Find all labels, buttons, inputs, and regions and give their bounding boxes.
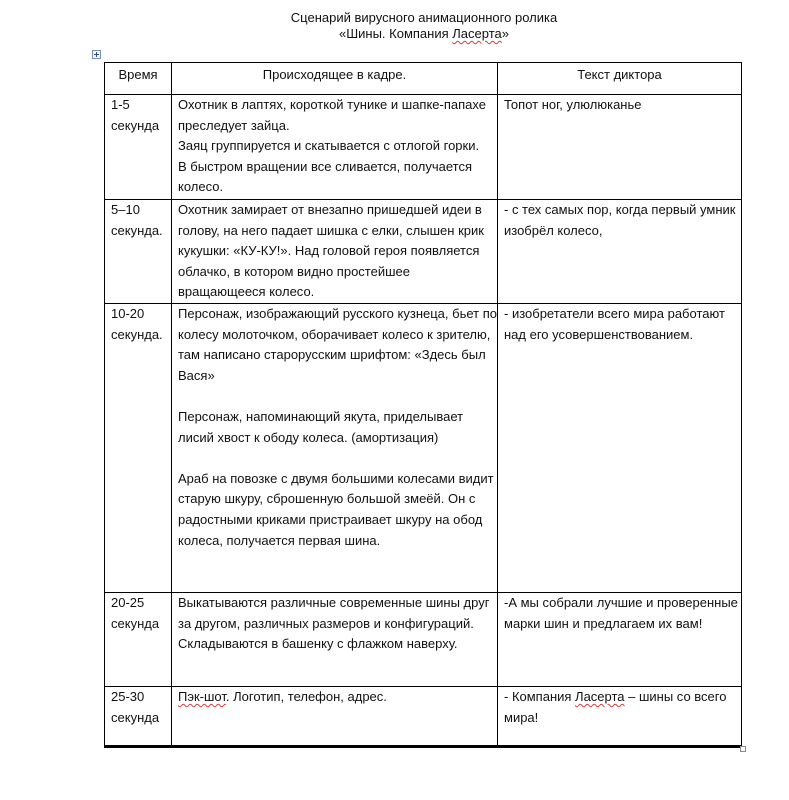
voiceover-text: - с тех самых пор, когда первый умник изобрёл колесо, (504, 202, 736, 238)
title-line-2 (0, 26, 789, 42)
header-scene: Происходящее в кадре. (172, 63, 498, 95)
voiceover-text: Топот ног, улюлюканье (504, 97, 642, 112)
header-voiceover: Текст диктора (498, 63, 742, 95)
script-table (104, 62, 742, 748)
scene-text: Персонаж, напоминающий якута, приделывает лисий хвост к ободу колеса. (амортизация) (178, 408, 464, 445)
scene-text: Персонаж, изображающий русского кузнеца, бьет по колесу молоточком, оборачивает колесо к зрителю, там написано старорусским шрифтом: «Здесь был Вася» (178, 306, 497, 383)
scene-text: В быстром вращении все сливается, получается колесо. (178, 158, 473, 195)
time-unit: секунда (111, 709, 160, 725)
paragraph-spacer (178, 386, 497, 407)
cell-voiceover (498, 304, 742, 593)
title-line-2-post: » (501, 26, 509, 41)
table-row (105, 200, 742, 304)
time-unit: секунда (111, 615, 160, 631)
table-move-handle-icon[interactable] (92, 50, 101, 59)
cell-scene (172, 593, 498, 687)
paragraph-spacer (178, 448, 497, 469)
cell-voiceover (498, 200, 742, 304)
voiceover-post: – шины со всего мира! (504, 689, 727, 725)
time-range: 5–10 (111, 202, 140, 217)
title-line-1: Сценарий вирусного анимационного ролика (290, 10, 558, 25)
time-range: 1-5 (111, 97, 130, 112)
cell-time (105, 687, 172, 747)
table-resize-handle[interactable] (740, 746, 746, 752)
voiceover-text: - изобретатели всего мира работают над его усовершенствованием. (504, 306, 725, 342)
table-row (105, 95, 742, 200)
cell-voiceover (498, 593, 742, 687)
document-title (0, 10, 789, 42)
cell-time (105, 95, 172, 200)
voiceover-pre: - Компания (504, 689, 576, 704)
scene-text (178, 687, 497, 708)
scene-text: Выкатываются различные современные шины друг за другом, различных размеров и конфигураций. Складываются в башенку с флажком наверху. (178, 595, 490, 652)
header-time: Время (105, 63, 172, 95)
scene-text: Охотник замирает от внезапно пришедшей идеи в голову, на него падает шишка с елки, слышен крик кукушки: «КУ-КУ!». Над головой героя появляется облачко, в котором видно простейшее вращающееся колесо. (178, 202, 484, 300)
table-header-row (105, 63, 742, 95)
cell-scene (172, 200, 498, 304)
cell-voiceover (498, 95, 742, 200)
title-line-2-pre: «Шины. Компания (339, 26, 453, 41)
cell-time (105, 593, 172, 687)
voiceover-text: -А мы собрали лучшие и проверенные марки шин и предлагаем их вам! (504, 595, 738, 631)
time-unit: секунда. (111, 326, 163, 342)
title-brand-name: Ласерта (452, 26, 502, 41)
cell-scene (172, 95, 498, 200)
voiceover-text (504, 687, 741, 728)
cell-voiceover (498, 687, 742, 747)
packshot-term: Пэк-шот (178, 689, 226, 704)
scene-text: Охотник в лаптях, короткой тунике и шапке-папахе преследует зайца. (178, 97, 486, 133)
time-unit: секунда (111, 117, 160, 133)
table-row (105, 304, 742, 593)
time-range: 10-20 (111, 306, 145, 321)
table-row (105, 687, 742, 747)
time-range: 25-30 (111, 689, 145, 704)
time-unit: секунда. (111, 222, 163, 238)
scene-text-rest: . Логотип, телефон, адрес. (225, 689, 387, 704)
time-range: 20-25 (111, 595, 145, 610)
table-row (105, 593, 742, 687)
cell-time (105, 304, 172, 593)
cell-scene (172, 687, 498, 747)
cell-scene (172, 304, 498, 593)
voiceover-brand-name: Ласерта (575, 689, 625, 704)
scene-text: Араб на повозке с двумя большими колесами видит старую шкуру, сброшенную большой змеёй. Он с радостными криками пристраивает шкуру на обод колеса, получается первая шина. (178, 470, 494, 548)
cell-time (105, 200, 172, 304)
scene-text: Заяц группируется и скатывается с отлогой горки. (178, 138, 480, 154)
